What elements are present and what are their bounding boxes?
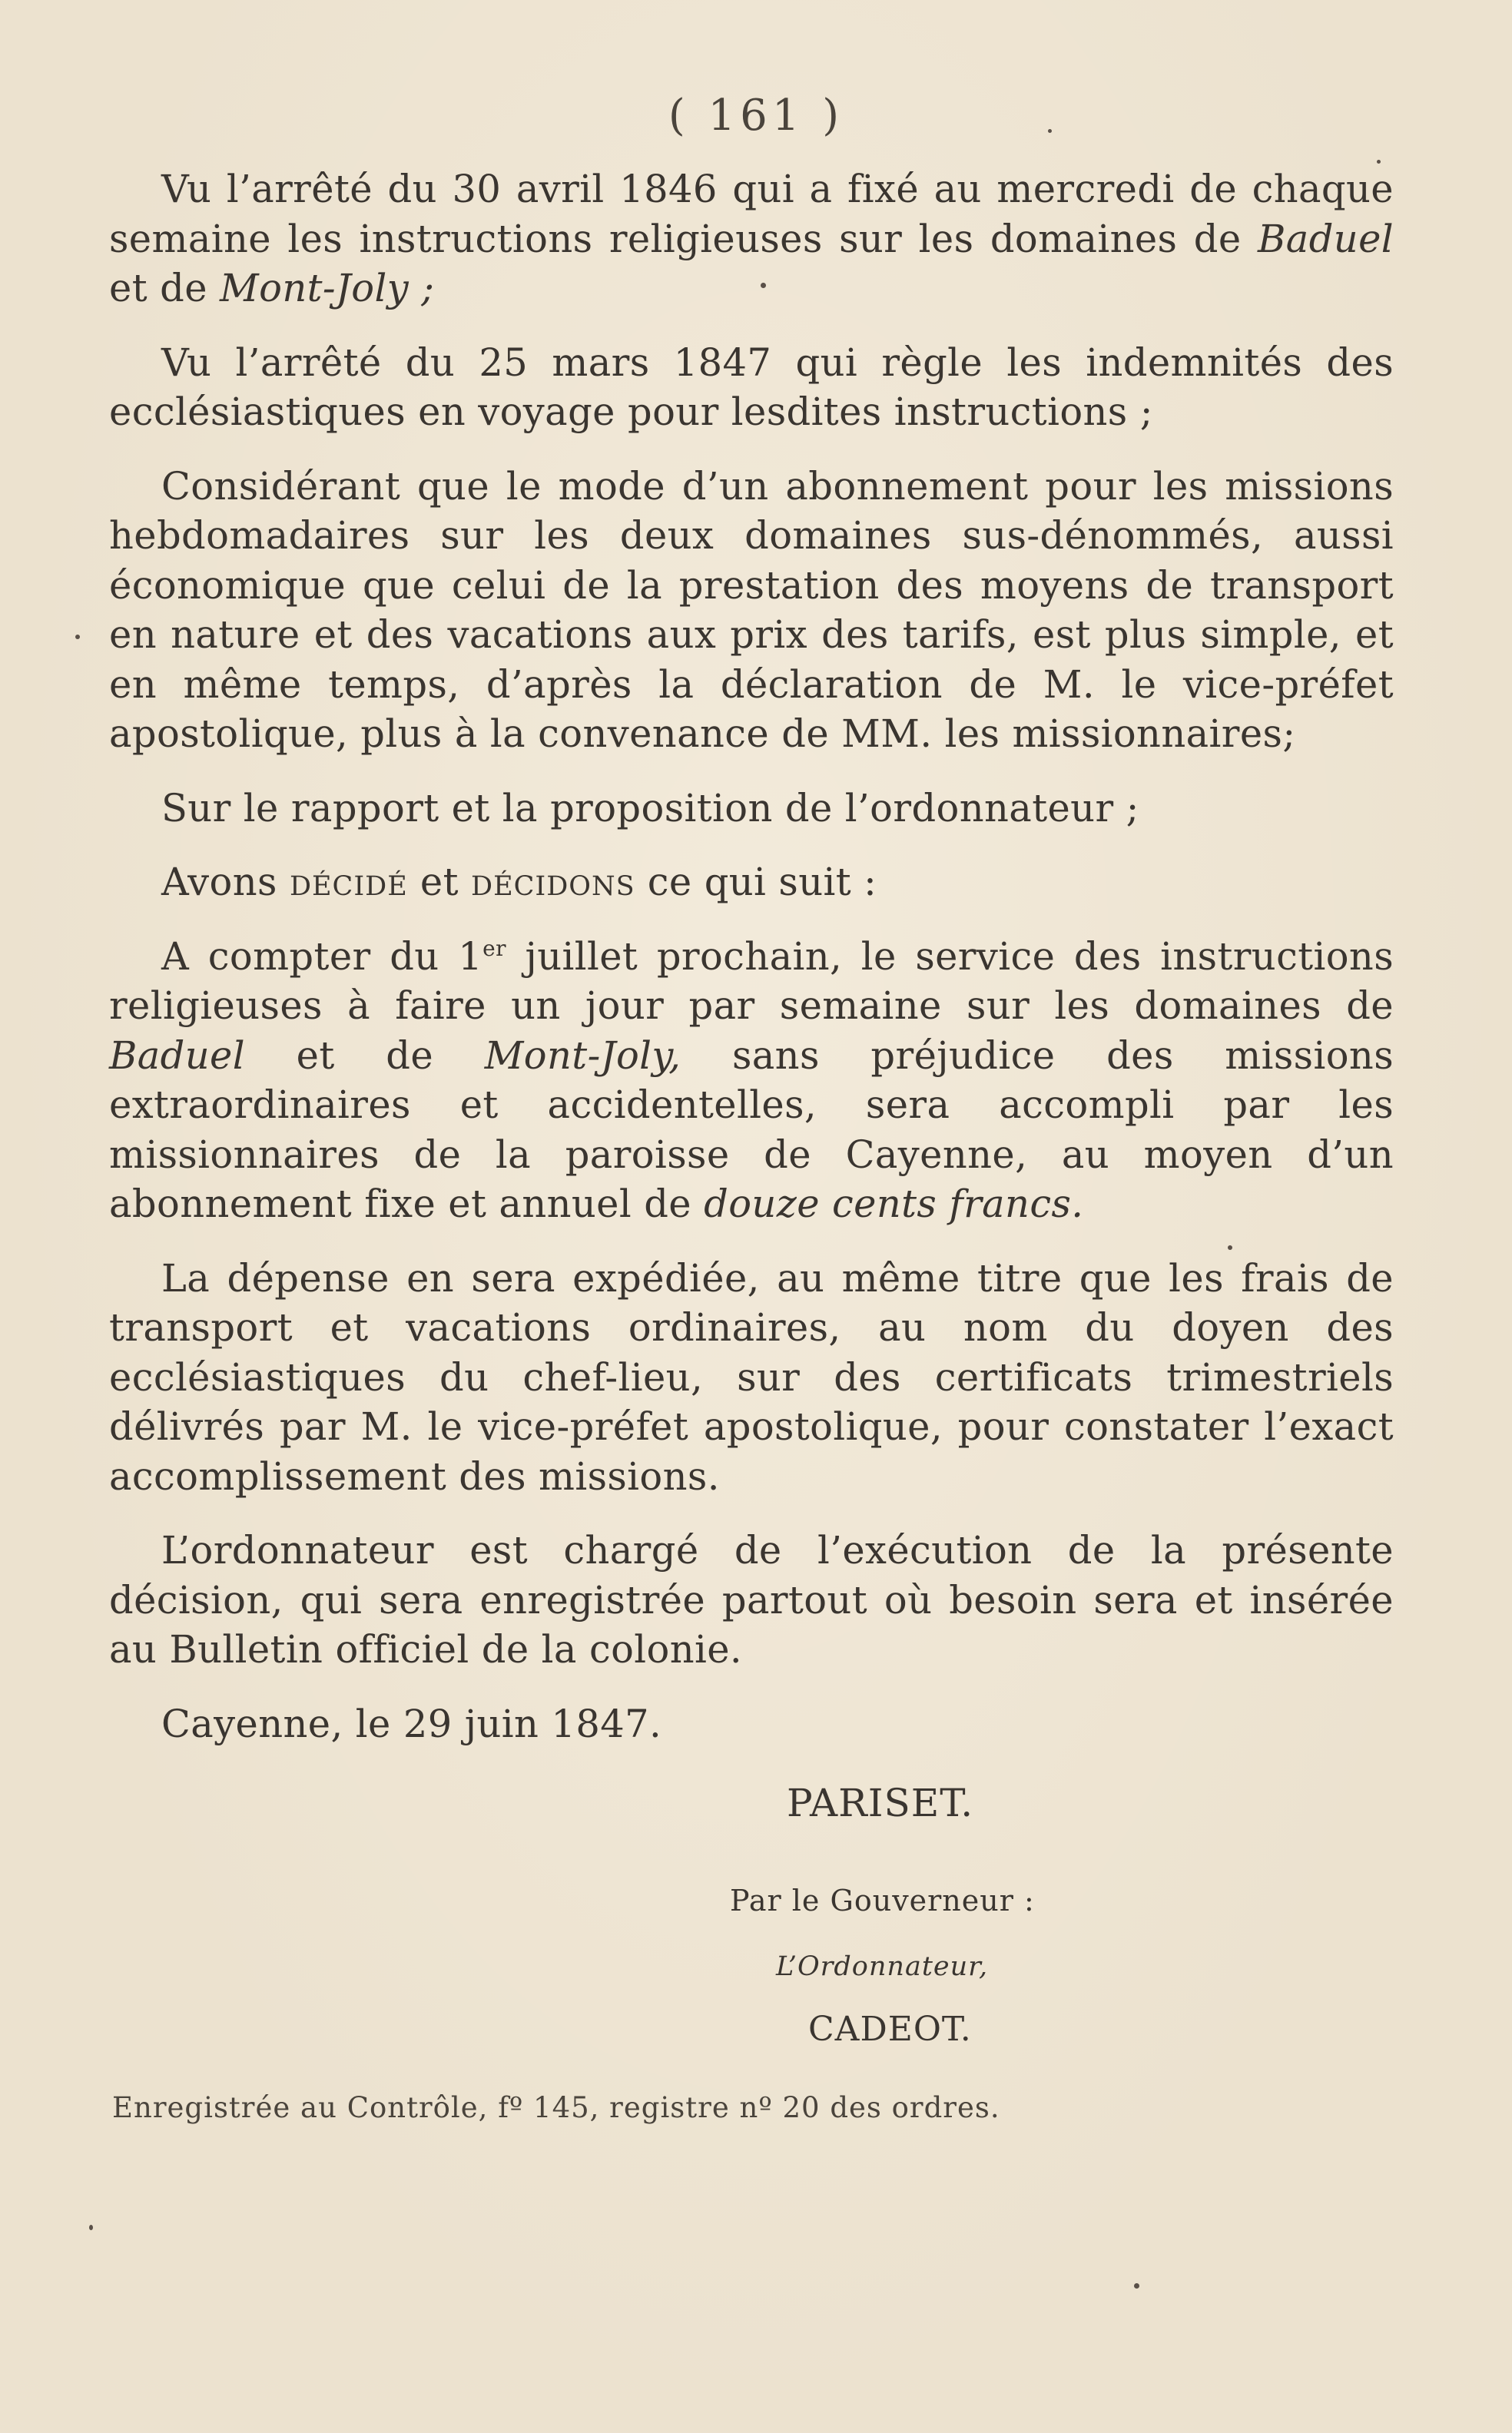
page-number: ( 161 ) <box>668 91 844 141</box>
paper-speck <box>1134 2283 1139 2289</box>
paragraph <box>109 1699 1394 1749</box>
text-run: Cayenne, le 29 juin 1847. <box>161 1701 662 1746</box>
governor-signature: PARISET. <box>787 1781 974 1825</box>
paragraph <box>109 932 1394 1229</box>
paper-speck <box>1048 129 1052 133</box>
text-run: juillet prochain, le service des instructions religieuses à faire un jour par semaine sur les domaines de <box>109 933 1394 1028</box>
text-run: et <box>407 860 472 904</box>
text-run: sans préjudice des missions extraordinaires et accidentelles, sera accompli par les missionnaires de la paroisse de Cayenne, au moyen d’un abonnement fixe et annuel de <box>109 1033 1394 1226</box>
text-run: L’ordonnateur est chargé de l’exécution de la présente décision, qui sera enregistrée partout où besoin sera et insérée au Bulletin officiel de la colonie. <box>109 1528 1394 1672</box>
text-run: A compter du 1 <box>161 933 483 979</box>
registration-footer: Enregistrée au Contrôle, fº 145, registre nº 20 des ordres. <box>112 2091 1000 2124</box>
ordonnateur-signature: CADEOT. <box>808 2010 972 2049</box>
document-body <box>109 164 1394 1773</box>
paragraph <box>109 1254 1394 1502</box>
paper-speck <box>1228 1245 1232 1250</box>
text-run: et de <box>244 1033 485 1078</box>
paper-speck <box>1377 160 1381 164</box>
text-run: Vu l’arrêté du 25 mars 1847 qui règle les indemnités des ecclésiastiques en voyage pour lesdites instructions ; <box>109 340 1394 434</box>
paragraph <box>109 784 1394 834</box>
paper-speck <box>761 283 766 288</box>
text-run: La dépense en sera expédiée, au même titre que les frais de transport et vacations ordinaires, au nom du doyen des ecclésiastiques du chef-lieu, sur des certificats trimestriels délivrés par M. le vice-préfet apostolique, pour constater l’exact accomplissement des missions. <box>109 1255 1394 1499</box>
text-run: Sur le rapport et la proposition de l’ordonnateur ; <box>161 785 1139 830</box>
ordonnateur-title: L’Ordonnateur, <box>776 1951 989 1982</box>
paragraph <box>109 462 1394 759</box>
italic-text: Baduel <box>109 1033 245 1078</box>
text-run: et de <box>109 266 220 310</box>
italic-text: Baduel <box>1258 216 1394 261</box>
italic-text: Mont-Joly, <box>484 1033 681 1078</box>
text-run: Avons <box>161 860 290 904</box>
paper-speck <box>75 635 80 639</box>
text-run: Considérant que le mode d’un abonnement pour les missions hebdomadaires sur les deux domaines sus-dénommés, aussi économique que celui de la prestation des moyens de transport en nature et des vacations aux prix des tarifs, est plus simple, et en même temps, d’après la déclaration de M. le vice-préfet apostolique, plus à la convenance de MM. les missionnaires; <box>109 463 1394 756</box>
italic-text: Mont-Joly ; <box>220 266 435 310</box>
text-run: ce qui suit : <box>635 860 877 904</box>
italic-text: douze cents francs. <box>704 1182 1084 1226</box>
paper-speck <box>89 2225 93 2230</box>
paragraph <box>109 338 1394 437</box>
small-caps-text: décidé <box>289 860 408 904</box>
text-run: Vu l’arrêté du 30 avril 1846 qui a fixé au mercredi de chaque semaine les instructions religieuses sur les domaines de <box>109 167 1394 261</box>
paragraph <box>109 857 1394 907</box>
paragraph <box>109 1526 1394 1675</box>
par-le-gouverneur: Par le Gouverneur : <box>730 1884 1035 1918</box>
small-caps-text: décidons <box>471 860 635 904</box>
paragraph <box>109 164 1394 313</box>
superscript-text: er <box>482 935 506 961</box>
